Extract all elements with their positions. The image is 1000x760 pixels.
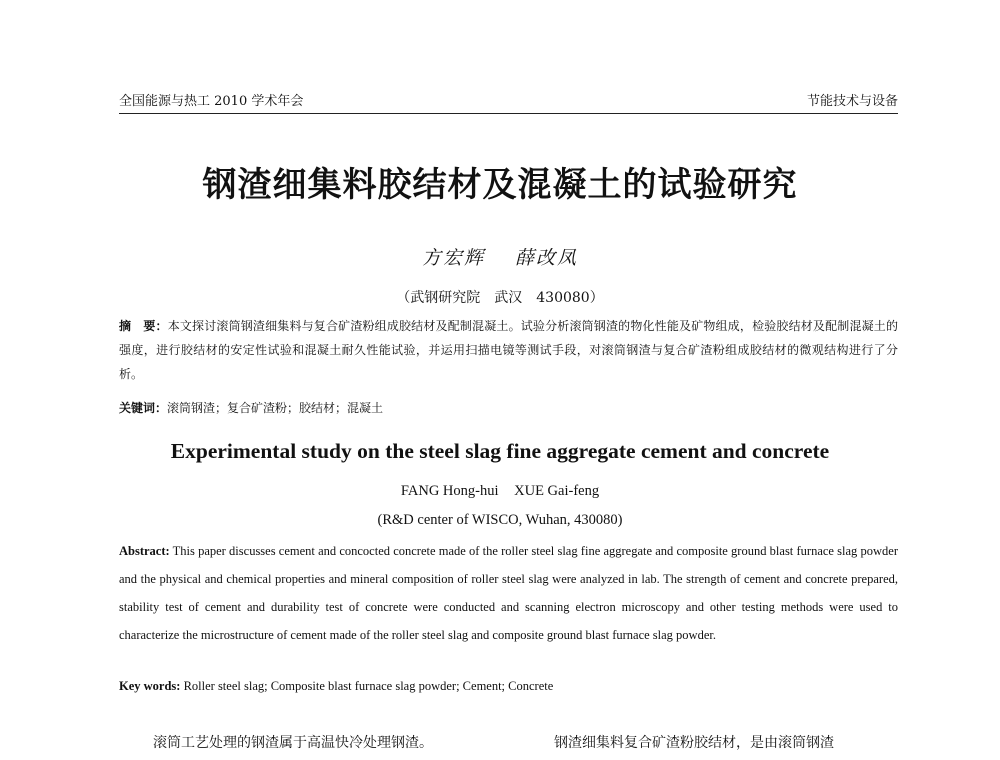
chinese-affiliation: （武钢研究院 武汉 430080） xyxy=(396,290,604,306)
author-name: FANG Hong-hui xyxy=(400,483,499,499)
english-title: Experimental study on the steel slag fine aggregate cement and concrete xyxy=(170,439,830,463)
english-authors xyxy=(0,482,1000,500)
abstract-label: Abstract: xyxy=(119,544,170,558)
chinese-title: 钢渣细集料胶结材及混凝土的试验研究 xyxy=(202,165,798,205)
conference-name: 全国能源与热工 2010 学术年会 xyxy=(119,94,304,109)
author-name: XUE Gai-feng xyxy=(514,483,600,499)
author-name: 方宏辉 xyxy=(421,247,485,269)
body-column-left: 滚筒工艺处理的钢渣属于高温快冷处理钢渣。 xyxy=(153,735,433,751)
chinese-keywords xyxy=(119,398,898,418)
chinese-authors xyxy=(0,246,1000,270)
keywords-label: Key words: xyxy=(119,679,181,693)
abstract-label: 摘 要： xyxy=(119,319,168,333)
english-keywords xyxy=(119,677,898,695)
abstract-text: 本文探讨滚筒钢渣细集料与复合矿渣粉组成胶结材及配制混凝土。试验分析滚筒钢渣的物化性能及矿物组成，检验胶结材及配制混凝土的强度，进行胶结材的安定性试验和混凝土耐久性能试验，并运用扫描电镜等测试手段，对滚筒钢渣与复合矿渣粉组成胶结材的微观结构进行了分析。 xyxy=(119,319,898,381)
section-name: 节能技术与设备 xyxy=(806,94,898,109)
keywords-text: 滚筒钢渣；复合矿渣粉；胶结材；混凝土 xyxy=(167,401,384,415)
abstract-text: This paper discusses cement and concocted concrete made of the roller steel slag fine aggregate and composite ground blast furnace slag powder and the physical and chemical properties and mineral composition of roller steel slag were analyzed in lab. The strength of cement and concrete prepared, stability test of cement and durability test of concrete were conducted and scanning electron microscopy and other testing methods were used to characterize the microstructure of cement made of the roller steel slag and composite ground blast furnace slag powder. xyxy=(119,544,898,642)
english-affiliation: (R&D center of WISCO, Wuhan, 430080) xyxy=(377,512,623,528)
body-column-right: 钢渣细集料复合矿渣粉胶结材，是由滚筒钢渣 xyxy=(554,735,834,751)
chinese-abstract xyxy=(119,314,898,386)
body-text xyxy=(119,732,898,760)
english-abstract xyxy=(119,537,898,649)
keywords-text: Roller steel slag; Composite blast furnace slag powder; Cement; Concrete xyxy=(180,679,554,693)
keywords-label: 关键词： xyxy=(119,401,168,415)
author-name: 薛改凤 xyxy=(515,247,579,269)
running-header xyxy=(119,94,898,114)
